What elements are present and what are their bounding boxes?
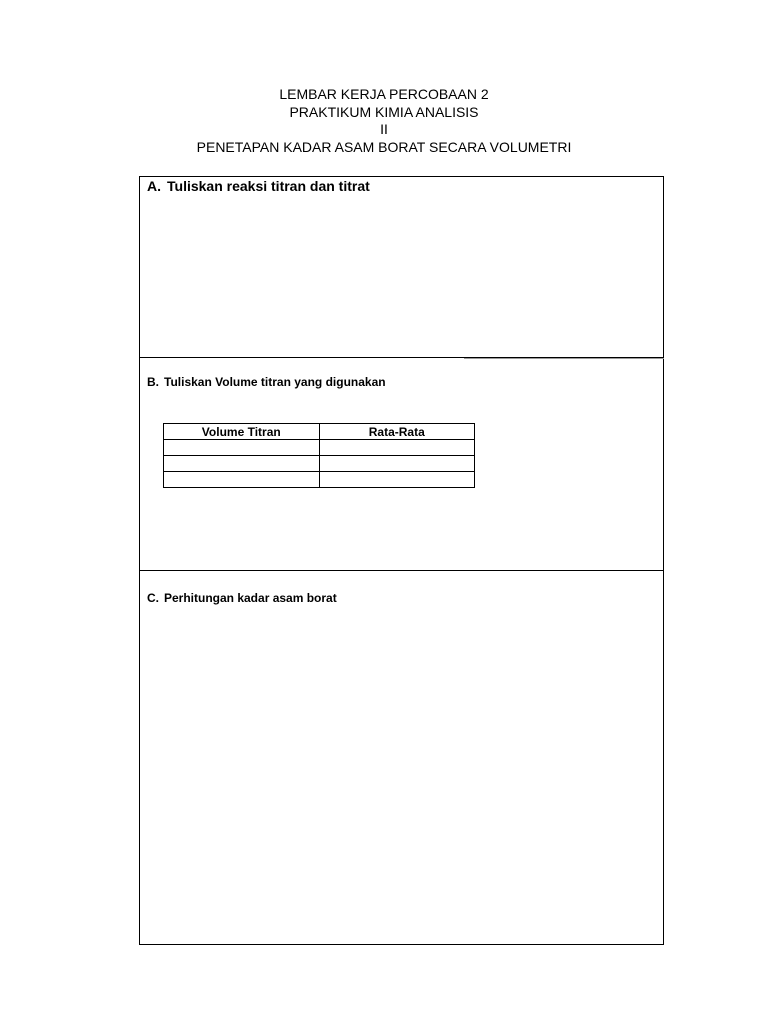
table-row	[164, 440, 475, 456]
header-line-2: PRAKTIKUM KIMIA ANALISIS	[289, 103, 479, 120]
section-b-title: Tuliskan Volume titran yang digunakan	[164, 375, 386, 389]
header-line-1: LEMBAR KERJA PERCOBAAN 2	[279, 86, 489, 102]
table-cell[interactable]	[164, 456, 320, 472]
header-line-4: PENETAPAN KADAR ASAM BORAT SECARA VOLUMETRI	[196, 138, 572, 155]
table-cell[interactable]	[319, 456, 475, 472]
column-header-rata-rata: Rata-Rata	[319, 424, 475, 440]
section-c-letter: C.	[147, 591, 159, 605]
document-header	[0, 86, 768, 156]
table-row	[164, 472, 475, 488]
section-b-heading	[147, 375, 386, 389]
table-cell[interactable]	[164, 472, 320, 488]
worksheet-form-box	[139, 176, 664, 945]
table-cell[interactable]	[319, 472, 475, 488]
table-header-row	[164, 424, 475, 440]
section-divider-b-c	[140, 570, 663, 571]
section-a-letter: A.	[147, 178, 161, 194]
section-a-heading	[147, 178, 370, 194]
header-line-3: II	[380, 121, 388, 137]
section-b-letter: B.	[147, 375, 159, 389]
section-c-title: Perhitungan kadar asam borat	[164, 591, 337, 605]
section-c-heading	[147, 591, 337, 605]
table-cell[interactable]	[164, 440, 320, 456]
table-cell[interactable]	[319, 440, 475, 456]
section-a-title: Tuliskan reaksi titran dan titrat	[167, 178, 370, 194]
table-row	[164, 456, 475, 472]
volume-titran-table	[163, 423, 475, 488]
section-divider-shade	[464, 358, 664, 359]
column-header-volume-titran: Volume Titran	[164, 424, 320, 440]
